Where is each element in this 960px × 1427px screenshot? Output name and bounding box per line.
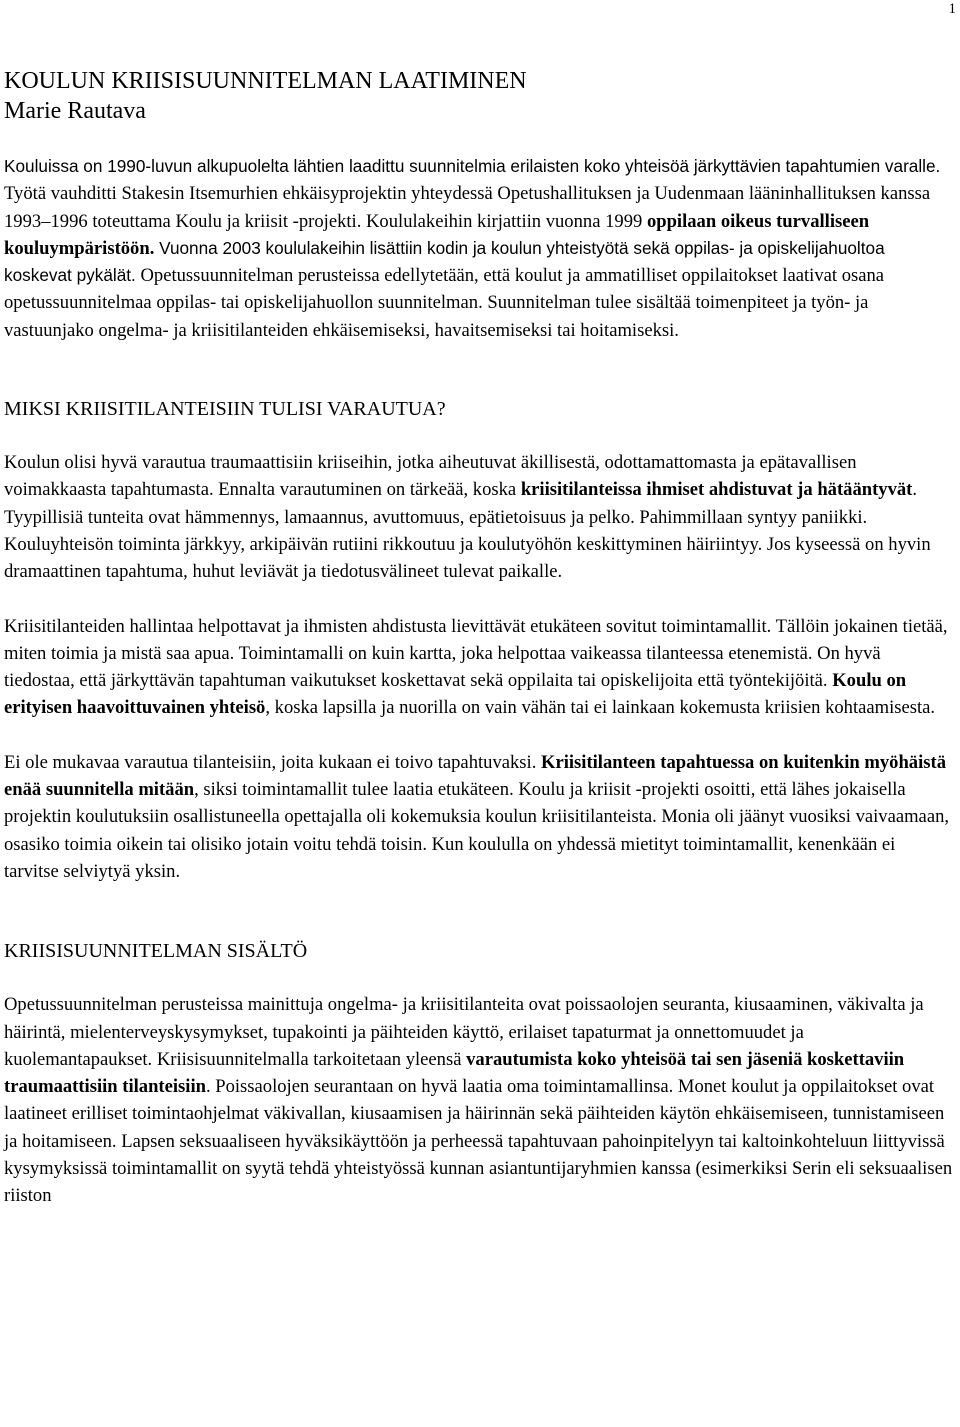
section2-p1-text-b: . Poissaolojen seurantaan on hyvä laatia oma toimintamallinsa. Monet koulut ja oppilaitokset ovat laatineet erilliset toimintaohjelmat väkivallan, kiusaamisen ja häirinnän sekä päihteiden käytön ehkäisemiseen, tunnistamiseen ja hoitamiseen. Lapsen seksuaaliseen hyväksikäyttöön ja perheessä tapahtuvaan pahoinpitelyyn tai kaltoinkohteluun liittyvissä kysymyksissä toimintamallit on syytä tehdä yhteistyössä kunnan asiantuntijaryhmien kanssa (esimerkiksi Serin eli seksuaalisen riiston [4, 1076, 953, 1207]
section1-p2-text-a: Kriisitilanteiden hallintaa helpottavat ja ihmisten ahdistusta lievittävät etukäteen sovitut toimintamallit. Tällöin jokainen tietää, miten toimia ja mistä saa apua. Toimintamalli on kuin kartta, joka helpottaa vaikeassa tilanteessa etenemistä. On hyvä tiedostaa, että järkyttävän tapahtuman vaikutukset koskettavat sekä oppilaita tai opiskelijoita että työntekijöitä. [4, 615, 948, 692]
section2-p1-bold: varautumista koko yhteisöä tai sen jäseniä koskettaviin traumaattisiin tilanteisiin [4, 1048, 905, 1098]
section1-p3-text-a: Ei ole mukavaa varautua tilanteisiin, joita kukaan ei toivo tapahtuvaksi. [4, 751, 541, 773]
section1-p2-bold: Koulu on erityisen haavoittuvainen yhteisö [4, 670, 907, 719]
document-author: Marie Rautava [4, 98, 146, 124]
intro-bold-text: oppilaan oikeus turvalliseen kouluympäristöön. [4, 210, 870, 259]
intro-text-a: Kouluissa on 1990-luvun alkupuolelta lähtien laadittu suunnitelmia erilaisten koko yhteisöä järkyttävien tapahtumien varalle. [4, 156, 941, 176]
document-body [4, 66, 954, 1210]
section1-p3-text-b: , siksi toimintamallit tulee laatia etukäteen. Koulu ja kriisit -projekti osoitti, että lähes jokaisella projektin koulutuksiin osallistuneella opettajalla oli kokemuksia koulun kriisitilanteista. Monia oli jäänyt vuosiksi vaivaamaan, osasiko toimia oikein tai olisiko jotain voitu tehdä toisin. Kun koululla on yhdessä mietityt toimintamallit, kenenkään ei tarvitse selviytyä yksin. [4, 779, 950, 882]
section1-p3-bold: Kriisitilanteen tapahtuessa on kuitenkin myöhäistä enää suunnitella mitään [4, 751, 946, 801]
document-title: KOULUN KRIISISUUNNITELMAN LAATIMINEN [4, 68, 527, 94]
intro-text-d: Opetussuunnitelman perusteissa edellytetään, että koulut ja ammatilliset oppilaitokset laativat osana opetussuunnitelmaa oppilas- tai opiskelijahuollon suunnitelman. Suunnitelman tulee sisältää toimenpiteet ja työn- ja vastuunjako ongelma- ja kriisitilanteiden ehkäisemiseksi, havaitsemiseksi tai hoitamiseksi. [4, 265, 885, 341]
section1-p1-bold: kriisitilanteissa ihmiset ahdistuvat ja hätääntyvät [520, 479, 913, 501]
section-heading-why: MIKSI KRIISITILANTEISIIN TULISI VARAUTUA? [4, 398, 446, 421]
section1-p2-text-b: , koska lapsilla ja nuorilla on vain vähän tai ei lainkaan kokemusta kriisien kohtaamisesta. [265, 697, 936, 719]
section1-paragraph-3 [4, 749, 954, 885]
section1-paragraph-1 [4, 449, 954, 585]
section2-paragraph-1 [4, 991, 954, 1209]
page-number: 1 [948, 1, 956, 17]
section2-p1-text-a: Opetussuunnitelman perusteissa mainittuja ongelma- ja kriisitilanteita ovat poissaolojen seuranta, kiusaaminen, väkivalta ja häirintä, mielenterveyskysymykset, tupakointi ja päihteiden käyttö, erilaiset tapaturmat ja onnettomuudet ja kuolemantapaukset. Kriisisuunnitelmalla tarkoitetaan yleensä [4, 994, 924, 1070]
intro-paragraph [4, 153, 954, 344]
section1-p1-text-a: Koulun olisi hyvä varautua traumaattisiin kriiseihin, jotka aiheutuvat äkillisestä, odottamattomasta ja epätavallisen voimakkaasta tapahtumasta. Ennalta varautuminen on tärkeää, koska [4, 452, 857, 501]
section-heading-contents: KRIISISUUNNITELMAN SISÄLTÖ [4, 940, 308, 963]
section1-p1-text-b: . Tyypillisiä tunteita ovat hämmennys, lamaannus, avuttomuus, epätietoisuus ja pelko. Pahimmillaan syntyy paniikki. Kouluyhteisön toiminta järkkyy, arkipäivän rutiini rikkoutuu ja koulutyöhön keskittyminen häiriintyy. Jos kyseessä on hyvin dramaattinen tapahtuma, huhut leviävät ja tiedotusvälineet tulevat paikalle. [4, 479, 931, 583]
section1-paragraph-2 [4, 613, 954, 722]
intro-text-c: Vuonna 2003 koululakeihin lisättiin kodin ja koulun yhteistyötä sekä oppilas- ja opiskelijahuoltoa koskevat pykälät. [4, 237, 885, 286]
intro-text-b: Työtä vauhditti Stakesin Itsemurhien ehkäisyprojektin yhteydessä Opetushallituksen ja Uudenmaan lääninhallituksen kanssa 1993–1996 toteuttama Koulu ja kriisit -projekti. Koululakeihin kirjattiin vuonna 1999 [4, 183, 931, 232]
